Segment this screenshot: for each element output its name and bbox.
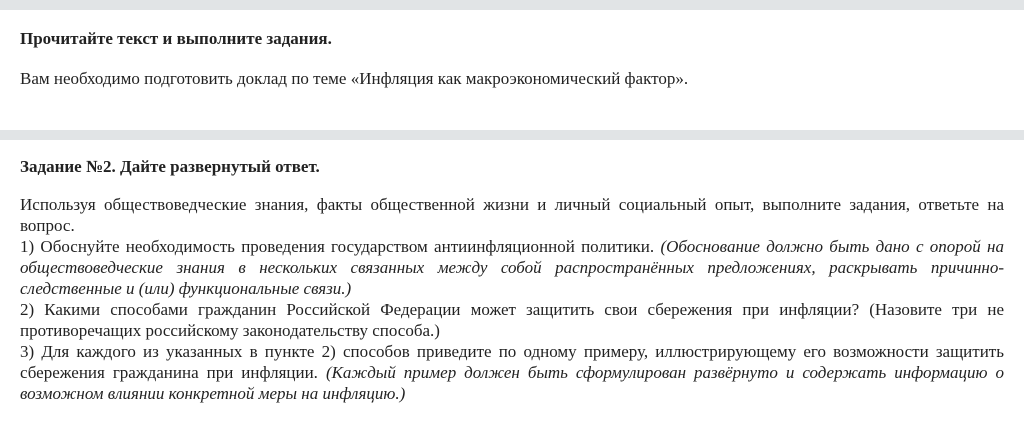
task-item-1 (20, 236, 1004, 299)
task-item-2 (20, 299, 1004, 341)
task-heading: Задание №2. Дайте развернутый ответ. (20, 157, 320, 176)
task-item-3 (20, 341, 1004, 404)
task-item-1-note: (Обоснование должно быть дано с опорой на обществоведческие знания в нескольких связанных между собой распространённых предложениях, раскрывать причинно-следственные и (или) функциональные связи.) (20, 237, 1004, 298)
task-card (0, 140, 1024, 438)
top-spacer (0, 0, 1024, 10)
task-item-3-note: (Каждый пример должен быть сформулирован развёрнуто и содержать информацию о возможном влиянии конкретной меры на инфляцию.) (20, 363, 1004, 403)
task-item-1-text: 1) Обоснуйте необходимость проведения государством антиинфляционной политики. (20, 237, 661, 256)
task-intro-text: Используя обществоведческие знания, факты общественной жизни и личный социальный опыт, выполните задания, ответьте на вопрос. (20, 195, 1004, 235)
card-separator (0, 130, 1024, 140)
reading-instructions-card (0, 10, 1024, 130)
task-item-2-text: 2) Какими способами гражданин Российской Федерации может защитить свои сбережения при инфляции? (Назовите три не противоречащих российскому законодательству способа.) (20, 300, 1004, 340)
instructions-heading: Прочитайте текст и выполните задания. (20, 29, 332, 48)
task-item-3-text: 3) Для каждого из указанных в пункте 2) способов приведите по одному примеру, иллюстрирующему его возможности защитить сбережения гражданина при инфляции. (20, 342, 1004, 382)
report-topic-text: Вам необходимо подготовить доклад по теме «Инфляция как макроэкономический фактор». (20, 69, 689, 88)
